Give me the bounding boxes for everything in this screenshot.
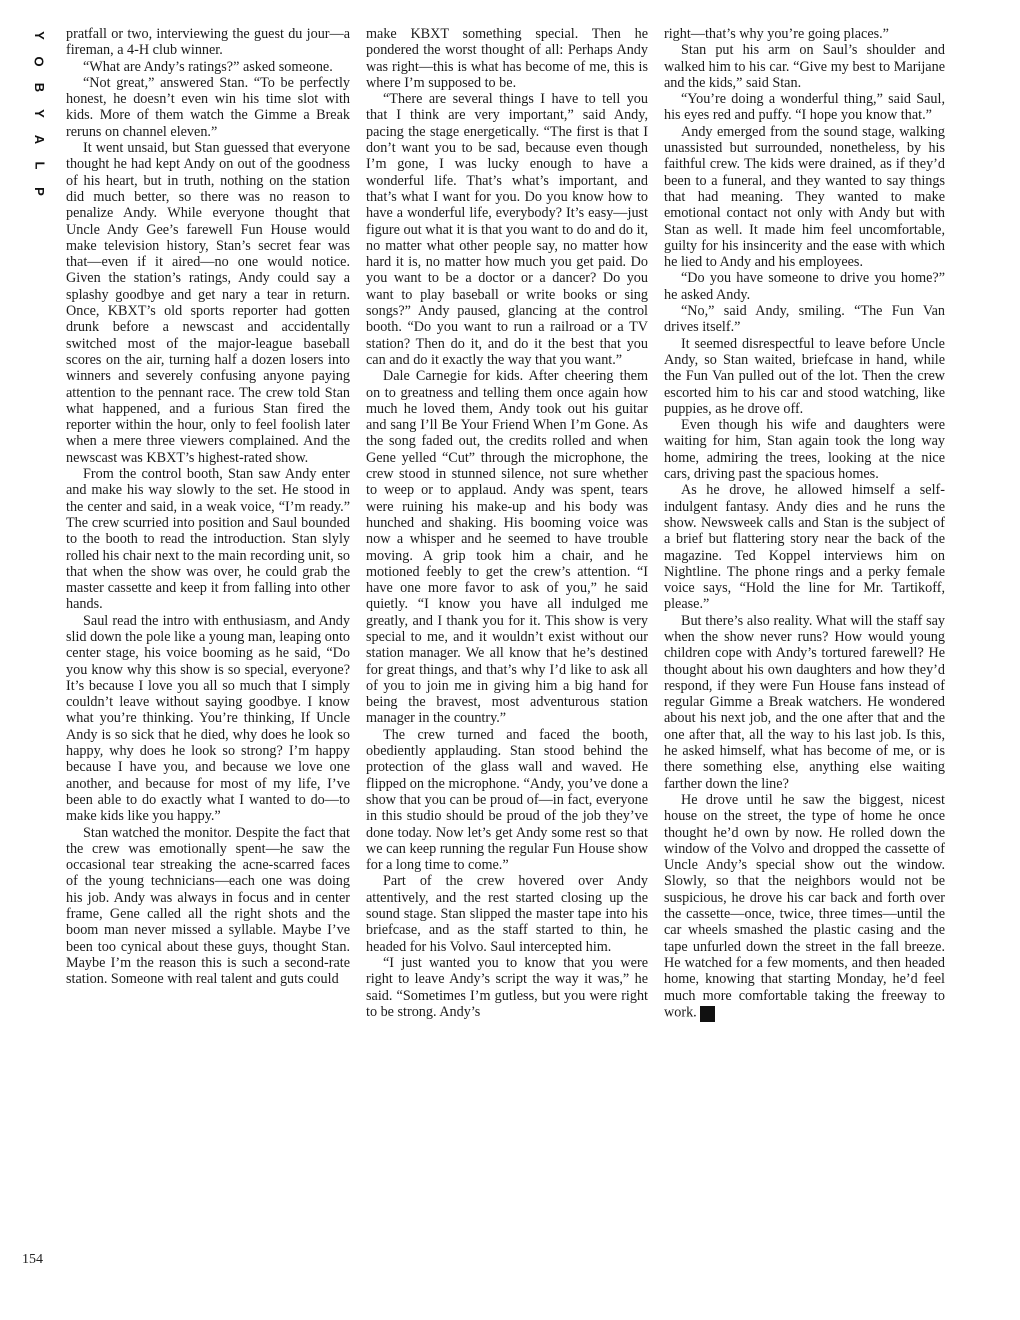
- text-column-1: [66, 26, 350, 988]
- body-paragraph: “What are Andy’s ratings?” asked someone.: [83, 58, 333, 75]
- text-column-2: [366, 26, 648, 1020]
- body-paragraph: As he drove, he allowed himself a self-indulgent fantasy. Andy dies and he runs the show. Newsweek calls and Stan is the subject of a brief but flattering story near the back of the magazine. Ted Koppel interviews him on Nightline. The phone rings and a perky female voice says, “Hold the line for Mr. Tartikoff, please.”: [664, 482, 945, 613]
- body-paragraph: pratfall or two, interviewing the guest du jour—a fireman, a 4-H club winner.: [66, 26, 350, 59]
- body-paragraph: Stan put his arm on Saul’s shoulder and walked him to his car. “Give my best to Marijane and the kids,” said Stan.: [664, 42, 945, 91]
- body-paragraph: “I just wanted you to know that you were right to leave Andy’s script the way it was,” he said. “Sometimes I’m gutless, but you were right to be strong. Andy’s: [366, 954, 648, 1020]
- body-paragraph: make KBXT something special. Then he pondered the worst thought of all: Perhaps Andy was right—this is what has become of me, this is where I’m supposed to be.: [366, 26, 648, 91]
- body-paragraph: It went unsaid, but Stan guessed that everyone thought he had kept Andy on out of the goodness of his heart, but in truth, nothing on the station did much better, so there was no reason to penalize Andy. While everyone thought that Uncle Andy Gee’s farewell Fun House would make television history, Stan’s secret fear was that—even if it aired—no one would notice. Given the station’s ratings, Andy could say a splashy goodbye and get nary a tear in return. Once, KBXT’s old sports reporter had gotten drunk before a newscast and accidentally switched most of the major-league baseball scores on the air, turning half a dozen losers into winners and severely confusing anyone paying attention to the pennant race. The crew told Stan what happened, and a furious Stan fired the reporter within the hour, only to feel foolish later when a mere three viewers complained. And the newscast was KBXT’s highest-rated show.: [66, 140, 350, 466]
- body-paragraph: “You’re doing a wonderful thing,” said Saul, his eyes red and puffy. “I hope you know that.”: [664, 91, 945, 124]
- body-paragraph: “Do you have someone to drive you home?” he asked Andy.: [664, 270, 945, 303]
- body-paragraph: Saul read the intro with enthusiasm, and Andy slid down the pole like a young man, leaping onto center stage, his voice booming as he said, “Do you know why this show is so special, everyone? It’s because I love you all so much that I simply couldn’t leave without saying goodbye. I know what you’re thinking. You’re thinking, If Uncle Andy is so sick that he died, why does he look so happy, why does he look so strong? I’m happy because I have you, and because we love one another, and because for most of my life, I’ve been able to do exactly what I wanted to do—to make kids like you happy.”: [66, 612, 350, 825]
- body-paragraph: right—that’s why you’re going places.”: [664, 26, 889, 42]
- body-paragraph: “Not great,” answered Stan. “To be perfectly honest, he doesn’t even win his time slot with kids. More of them watch the Gimme a Break reruns on channel eleven.”: [66, 74, 350, 140]
- body-paragraph: From the control booth, Stan saw Andy enter and make his way slowly to the set. He stood in the center and said, in a weak voice, “I’m ready.” The crew scurried into position and Saul bounded to the booth to read the introduction. Stan slyly rolled his chair next to the main recording unit, so that when the show was over, he could grab the master cassette and keep it from falling into other hands.: [66, 466, 350, 613]
- masthead-letter: L: [31, 161, 47, 171]
- masthead-letter: O: [32, 56, 47, 68]
- masthead-letter: Y: [31, 109, 47, 119]
- body-paragraph: It seemed disrespectful to leave before Uncle Andy, so Stan waited, briefcase in hand, while the Fun Van pulled out of the lot. Then the crew escorted him to his car and stood watching, like puppies, as he drove off.: [664, 335, 945, 417]
- body-paragraph: “There are several things I have to tell you that I think are very important,” said Andy, pacing the stage energetically. “The first is that I don’t want you to be sad, because even though I’m gone, I was lucky enough to have a wonderful life. That’s what’s important, and that’s what I want for you. Do you know how to have a wonderful life, everybody? It’s easy—just figure out what it is that you want to do and do it, no matter what other people say, no matter how hard it is, no matter how much you get paid. Do you want to be a doctor or a dancer? Do you want to play baseball or write books or sing songs?” Andy paused, glancing at the control booth. “Do you want to run a railroad or a TV station? Then do it, and do it the best that you can and do it exactly the way that you want.”: [366, 91, 648, 368]
- masthead-letter: B: [31, 82, 47, 94]
- masthead-letter: P: [31, 187, 47, 197]
- body-paragraph: Stan watched the monitor. Despite the fact that the crew was emotionally spent—he saw the occasional tear streaking the acne-scarred faces of the young technicians—each one was doing his job. Andy was always in focus and in center frame, Gene called all the right shots and the boom man never missed a syllable. Maybe I’ve been too cynical about these guys, thought Stan. Maybe I’m the reason this is such a second-rate station. Someone with real talent and guts could: [66, 824, 350, 988]
- body-paragraph: Part of the crew hovered over Andy attentively, and the rest started closing up the sound stage. Stan slipped the master tape into his briefcase, and as the staff started to thin, he headed for his Volvo. Saul intercepted him.: [366, 873, 648, 955]
- body-paragraph: Andy emerged from the sound stage, walking unassisted but surrounded, nonetheless, by his faithful crew. The kids were drained, as if they’d been to a funeral, and they wanted to say things that had meaning. They wanted to make emotional contact not only with Andy but with Stan as well. It made him feel uncomfortable, guilty for his insincerity and the ease with which he lied to Andy and his employees.: [664, 123, 945, 271]
- body-paragraph: He drove until he saw the biggest, nicest house on the street, the type of home he once thought he’d own by now. He rolled down the window of the Volvo and dropped the cassette of Uncle Andy’s special show out the window. Slowly, so that the neighbors would not be suspicious, he drove his car back and forth over the cassette—once, twice, three times—until the car wheels smashed the plastic casing and the tape unfurled down the street in the fall breeze. He watched for a few moments, and then headed home, knowing that starting Monday, he’d feel much more comfortable taking the freeway to work. ♞: [664, 791, 945, 1021]
- body-paragraph: But there’s also reality. What will the staff say when the show never runs? How would young children cope with Andy’s tortured farewell? He thought about his own daughters and how they’d respond, if they were Fun House fans instead of regular Gimme a Break watchers. He wondered about his next job, and the one after that and the one after that, all the way to his last job. Is this, he asked himself, what has become of me, or is there something else, anything else waiting farther down the line?: [664, 612, 945, 792]
- body-paragraph: “No,” said Andy, smiling. “The Fun Van drives itself.”: [664, 303, 945, 336]
- masthead-vertical: [30, 26, 48, 202]
- page-number: 154: [22, 1252, 43, 1267]
- text-column-3: [664, 26, 945, 1022]
- body-paragraph: The crew turned and faced the booth, obediently applauding. Stan stood behind the protection of the glass wall and waved. He flipped on the microphone. “Andy, you’ve done a show that you can be proud of—in fact, everyone in this studio should be proud of the job they’ve done today. Now let’s get Andy some rest so that we can keep running the regular Fun House show for a long time to come.”: [366, 726, 648, 874]
- masthead-letter: Y: [31, 31, 47, 41]
- rabbit-head-icon: ♞: [700, 1006, 715, 1022]
- body-paragraph: Dale Carnegie for kids. After cheering them on to greatness and telling them once again how much he loved them, Andy took out his guitar and sang I’ll Be Your Friend When I’m Gone. As the song faded out, the credits rolled and when Gene yelled “Cut” through the microphone, the crew stood in stunned silence, not sure whether to weep or to applaud. Andy was spent, tears were ruining his make-up and his body was hunched and shaking. His booming voice was now a whisper and he seemed to have trouble moving. A grip took him a chair, and he motioned feebly to get the crew’s attention. “I have one more favor to ask of you,” he said quietly. “I know you have all indulged me greatly, and I thank you for it. This show is very special to me, and it wouldn’t exist without our station manager. We all know that he’s destined for great things, and that’s why I’d like to ask all of you to join me in giving him a big hand for being the bravest, most adventurous station manager in the country.”: [366, 368, 648, 727]
- body-paragraph: Even though his wife and daughters were waiting for him, Stan again took the long way home, admiring the trees, looking at the nice cars, driving past the spacious homes.: [664, 417, 945, 483]
- masthead-letter: A: [31, 134, 47, 146]
